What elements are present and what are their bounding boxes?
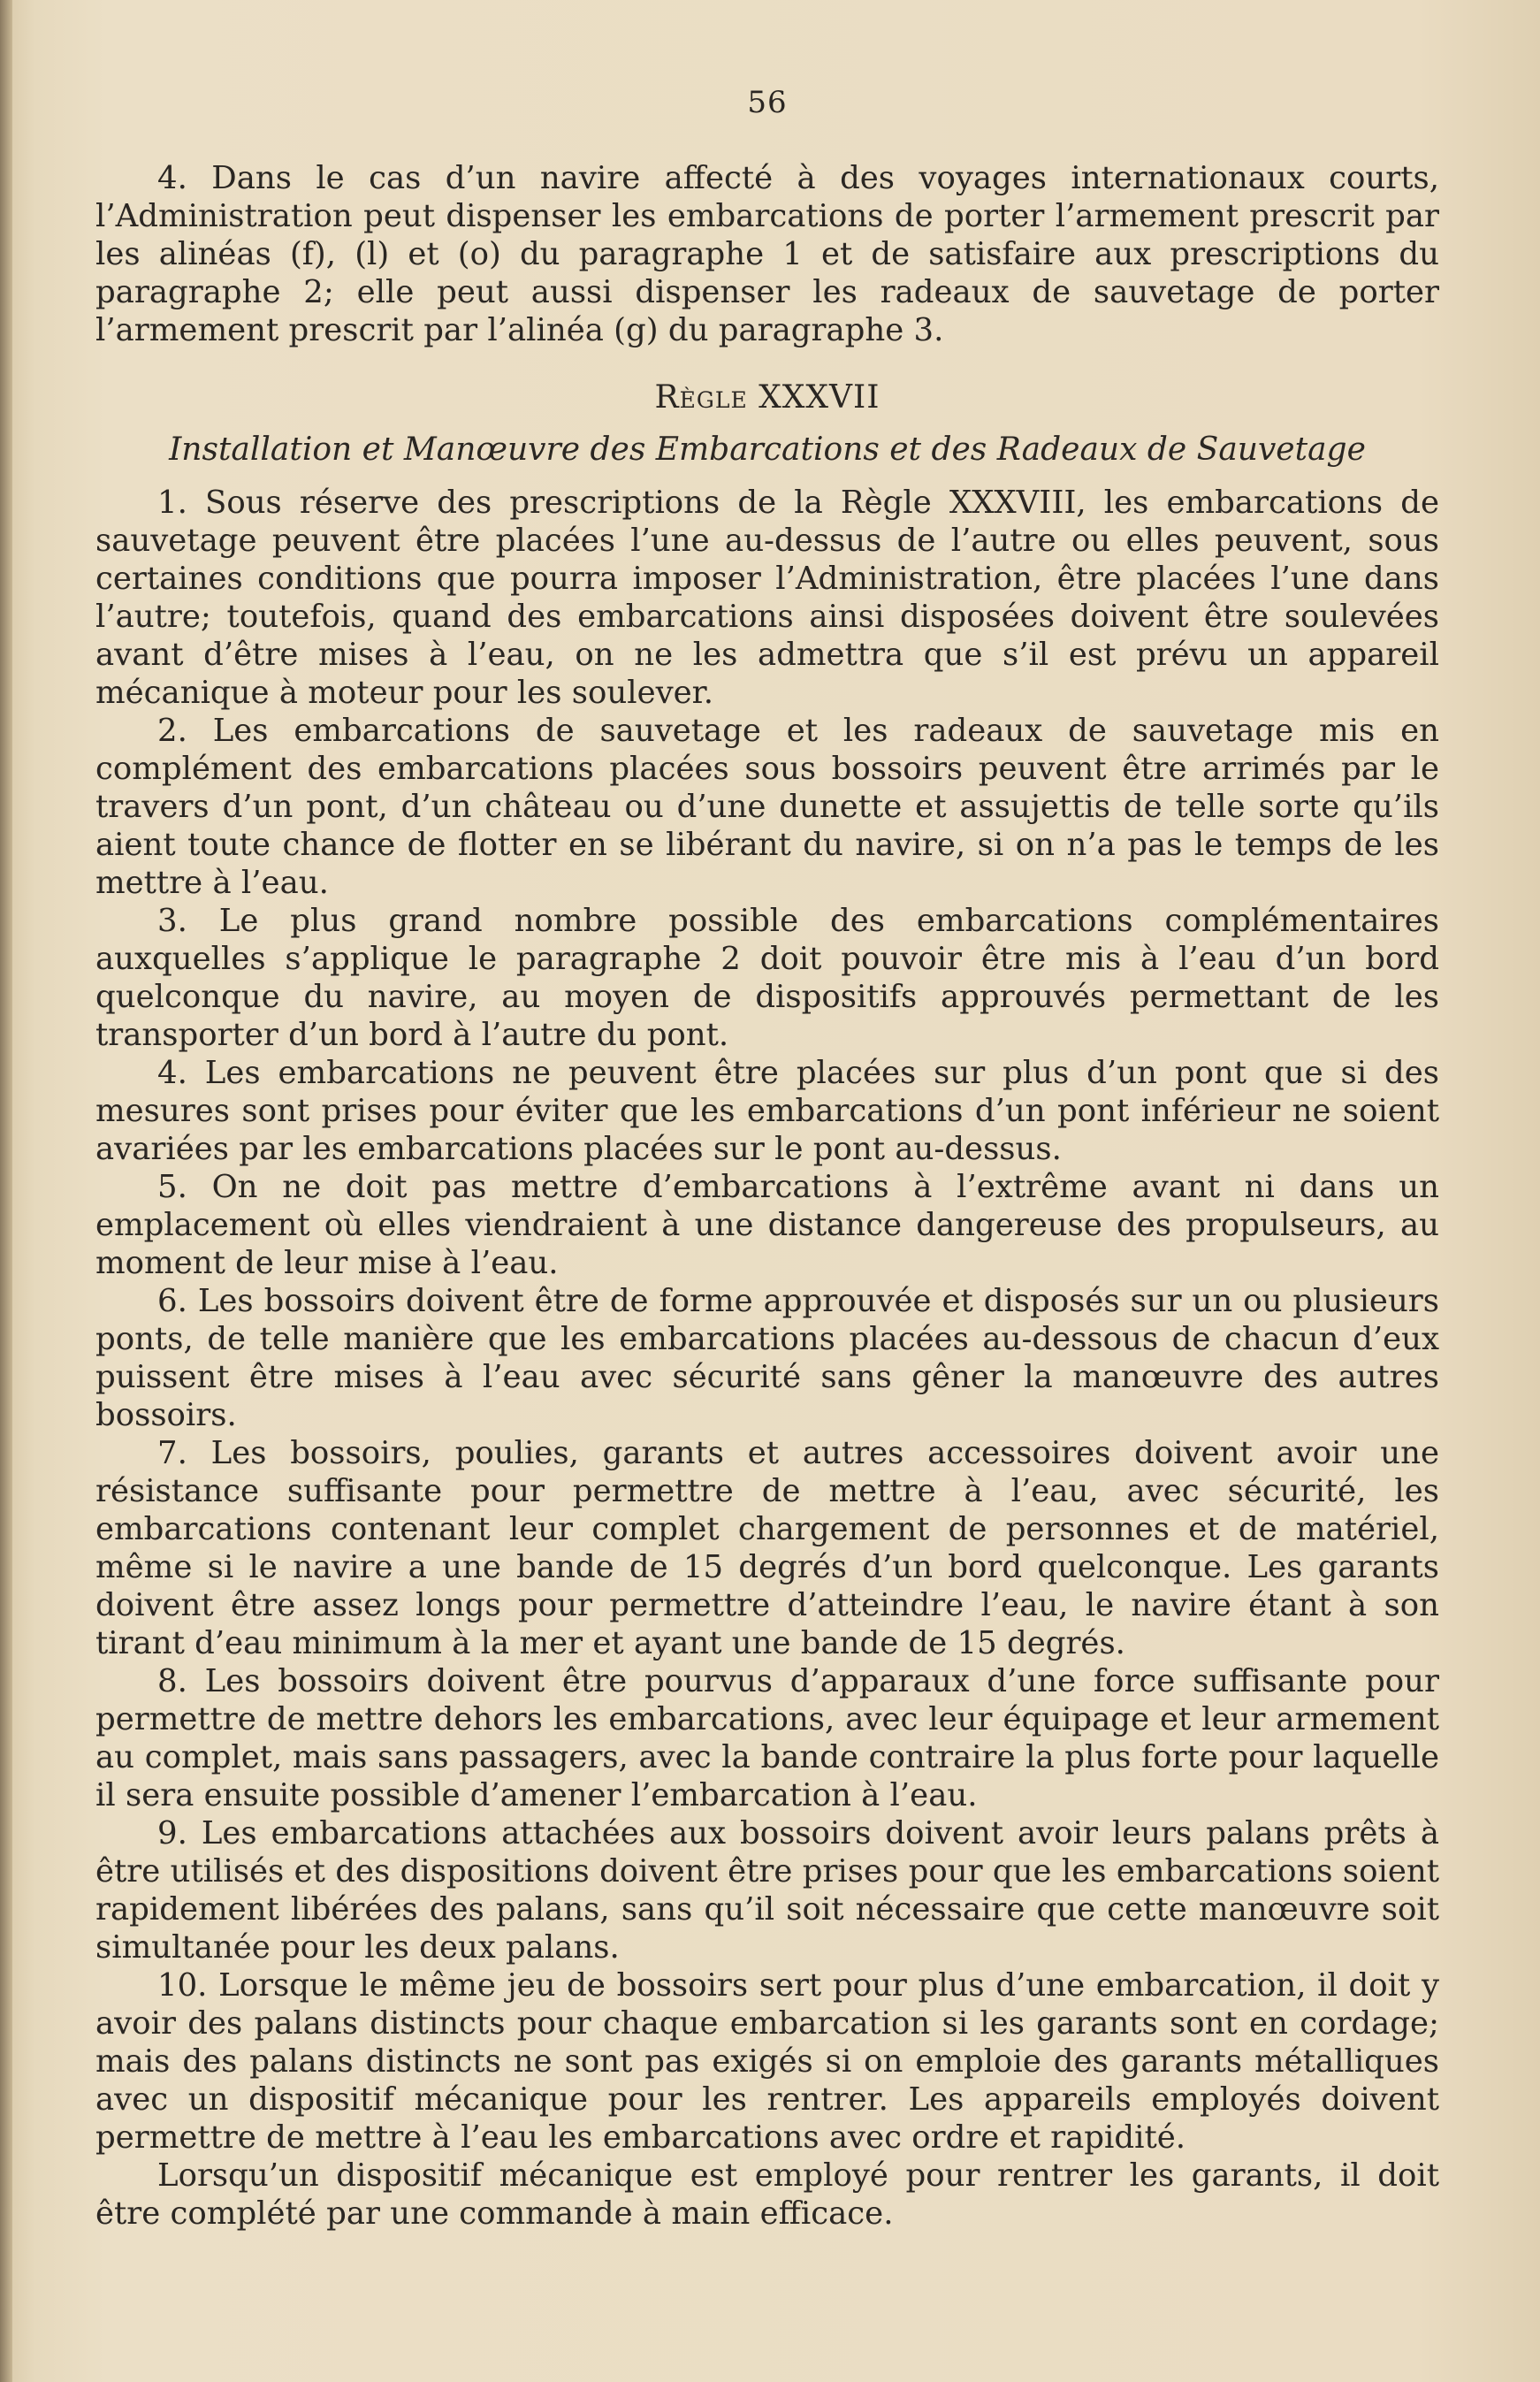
paragraph-9: 9. Les embarcations attachées aux bossoirs doivent avoir leurs palans prêts à être utilisés et des dispositions doivent être prises pour que les embarcations soient rapidement libérées des palans, sans qu’il soit nécessaire que cette manœuvre soit simultanée pour les deux palans. [95, 1815, 1439, 1966]
paragraph-2: 2. Les embarcations de sauvetage et les radeaux de sauvetage mis en complément des embarcations placées sous bossoirs peuvent être arrimés par le travers d’un pont, d’un château ou d’une dunette et assujettis de telle sorte qu’ils aient toute chance de flotter en se libérant du navire, si on n’a pas le temps de les mettre à l’eau. [95, 713, 1439, 901]
rule-heading-text: Règle XXXVII [654, 379, 881, 416]
paragraph-10: 10. Lorsque le même jeu de bossoirs sert pour plus d’une embarcation, il doit y avoir des palans distincts pour chaque embarcation si les garants sont en cordage; mais des palans distincts ne sont pas exigés si on emploie des garants métalliques avec un dispositif mécanique pour les rentrer. Les appareils employés doivent permettre de mettre à l’eau les embarcations avec ordre et rapidité. [95, 1967, 1439, 2156]
paragraph-8: 8. Les bossoirs doivent être pourvus d’apparaux d’une force suffisante pour permettre de mettre dehors les embarcations, avec leur équipage et leur armement au complet, mais sans passagers, avec la bande contraire la plus forte pour laquelle il sera ensuite possible d’amener l’embarcation à l’eau. [95, 1663, 1439, 1813]
paragraph-5: 5. On ne doit pas mettre d’embarcations à l’extrême avant ni dans un emplacement où elles viendraient à une distance dangereuse des propulseurs, au moment de leur mise à l’eau. [95, 1169, 1439, 1281]
paragraph-4: 4. Les embarcations ne peuvent être placées sur plus d’un pont que si des mesures sont prises pour éviter que les embarcations d’un pont inférieur ne soient avariées par les embarcations placées sur le pont au-dessus. [95, 1055, 1439, 1167]
intro-paragraph: 4. Dans le cas d’un navire affecté à des voyages internationaux courts, l’Administration peut dispenser les embarcations de porter l’armement prescrit par les alinéas (f), (l) et (o) du paragraphe 1 et de satisfaire aux prescriptions du paragraphe 2; elle peut aussi dispenser les radeaux de sauvetage de porter l’armement prescrit par l’alinéa (g) du paragraphe 3. [95, 160, 1439, 348]
paragraph-6: 6. Les bossoirs doivent être de forme approuvée et disposés sur un ou plusieurs ponts, de telle manière que les embarcations placées au-dessous de chacun d’eux puissent être mises à l’eau avec sécurité sans gêner la manœuvre des autres bossoirs. [95, 1283, 1439, 1433]
paragraph-10-continuation: Lorsqu’un dispositif mécanique est employé pour rentrer les garants, il doit être complété par une commande à main efficace. [95, 2157, 1439, 2232]
book-spine-shadow [0, 0, 12, 2382]
rule-subtitle: Installation et Manœuvre des Embarcations et des Radeaux de Sauvetage [169, 431, 1366, 468]
paragraph-3: 3. Le plus grand nombre possible des embarcations complémentaires auxquelles s’applique le paragraphe 2 doit pouvoir être mis à l’eau d’un bord quelconque du navire, au moyen de dispositifs approuvés permettant de les transporter d’un bord à l’autre du pont. [95, 903, 1439, 1053]
paragraph-7: 7. Les bossoirs, poulies, garants et autres accessoires doivent avoir une résistance suffisante pour permettre de mettre à l’eau, avec sécurité, les embarcations contenant leur complet chargement de personnes et de matériel, même si le navire a une bande de 15 degrés d’un bord quelconque. Les garants doivent être assez longs pour permettre d’atteindre l’eau, le navire étant à son tirant d’eau minimum à la mer et ayant une bande de 15 degrés. [95, 1435, 1439, 1661]
paragraph-1: 1. Sous réserve des prescriptions de la Règle XXXVIII, les embarcations de sauvetage peuvent être placées l’une au-dessus de l’autre ou elles peuvent, sous certaines conditions que pourra imposer l’Administration, être placées l’une dans l’autre; toutefois, quand des embarcations ainsi disposées doivent être soulevées avant d’être mises à l’eau, on ne les admettra que s’il est prévu un appareil mécanique à moteur pour les soulever. [95, 485, 1439, 711]
page-number: 56 [747, 85, 788, 120]
rule-heading [95, 379, 1439, 416]
page-content [95, 85, 1439, 2233]
